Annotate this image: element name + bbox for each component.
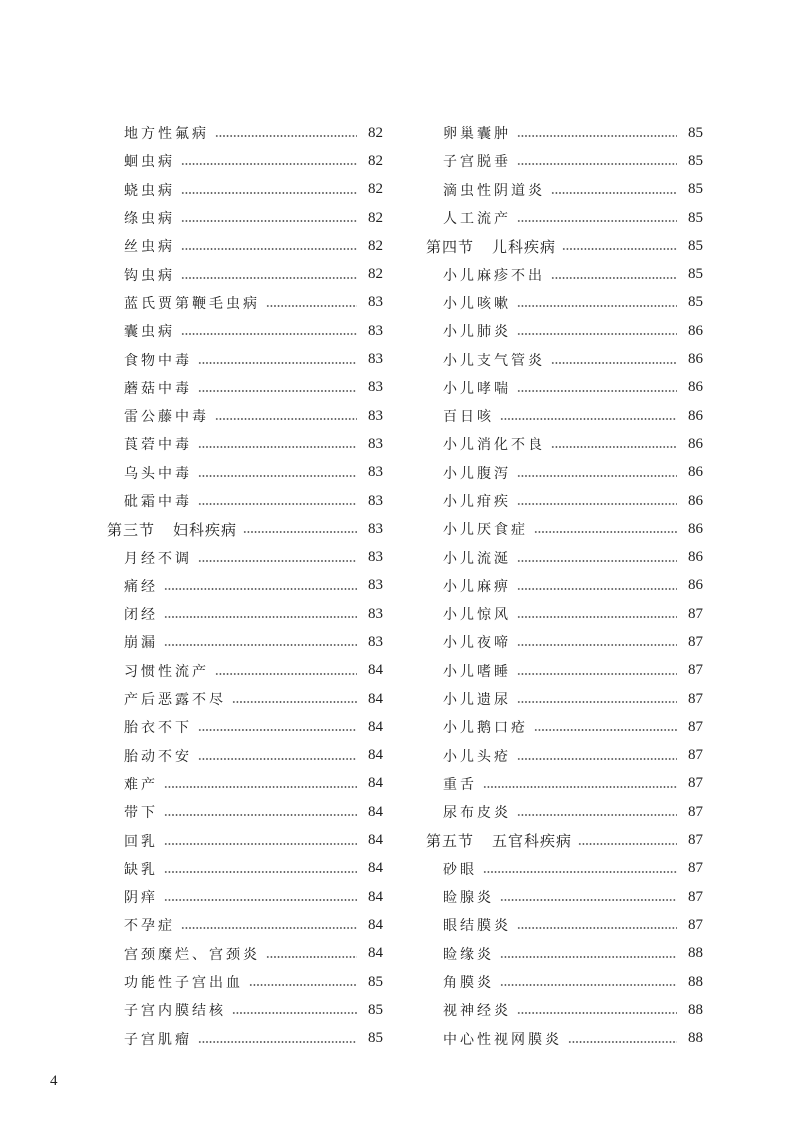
entry-title: 地方性氟病 (124, 126, 209, 143)
dot-leader (266, 954, 357, 960)
toc-entry (107, 487, 383, 515)
entry-page-number: 84 (368, 832, 383, 849)
entry-page-number: 87 (688, 718, 703, 735)
toc-entry (107, 232, 383, 260)
entry-page-number: 86 (688, 577, 703, 594)
dot-leader (198, 388, 357, 394)
entry-title: 绦虫病 (124, 211, 175, 228)
entry-title: 小儿厌食症 (443, 522, 528, 539)
entry-title: 乌头中毒 (124, 465, 192, 482)
dot-leader (500, 416, 677, 422)
entry-page-number: 88 (688, 945, 703, 962)
entry-page-number: 85 (688, 124, 703, 141)
entry-title: 产后恶露不尽 (124, 692, 226, 709)
entry-title: 蛲虫病 (124, 182, 175, 199)
toc-left-column (107, 119, 383, 1053)
entry-title: 睑腺炎 (443, 890, 494, 907)
entry-title: 眼结膜炎 (443, 918, 511, 935)
entry-title: 百日咳 (443, 409, 494, 426)
toc-entry (426, 176, 703, 204)
toc-entry (426, 996, 703, 1024)
toc-entry (426, 260, 703, 288)
entry-page-number: 84 (368, 860, 383, 877)
entry-page-number: 82 (368, 181, 383, 198)
entry-title: 回乳 (124, 833, 158, 850)
entry-page-number: 84 (368, 775, 383, 792)
dot-leader (164, 586, 357, 592)
dot-leader (164, 642, 357, 648)
toc-section-heading (426, 826, 703, 854)
entry-page-number: 85 (688, 266, 703, 283)
toc-entry (426, 600, 703, 628)
dot-leader (181, 925, 357, 931)
entry-title: 人工流产 (443, 211, 511, 228)
dot-leader (517, 671, 677, 677)
dot-leader (483, 869, 677, 875)
dot-leader (517, 642, 677, 648)
toc-entry (107, 798, 383, 826)
entry-title: 子宫肌瘤 (124, 1031, 192, 1048)
dot-leader (164, 869, 357, 875)
entry-page-number: 87 (688, 860, 703, 877)
dot-leader (198, 360, 357, 366)
entry-page-number: 82 (368, 124, 383, 141)
entry-page-number: 86 (688, 351, 703, 368)
entry-title: 小儿嗜睡 (443, 663, 511, 680)
entry-title: 莨菪中毒 (124, 437, 192, 454)
entry-title: 功能性子宫出血 (124, 975, 243, 992)
toc-entry (107, 855, 383, 883)
dot-leader (215, 416, 357, 422)
toc-entry (426, 430, 703, 458)
entry-page-number: 83 (368, 520, 383, 537)
entry-title: 小儿麻痹 (443, 578, 511, 595)
toc-entry (426, 911, 703, 939)
entry-page-number: 82 (368, 266, 383, 283)
entry-page-number: 87 (688, 662, 703, 679)
entry-title: 砂眼 (443, 861, 477, 878)
entry-page-number: 83 (368, 407, 383, 424)
entry-page-number: 87 (688, 605, 703, 622)
toc-entry (107, 600, 383, 628)
entry-page-number: 86 (688, 435, 703, 452)
entry-title: 缺乳 (124, 861, 158, 878)
entry-title: 囊虫病 (124, 324, 175, 341)
entry-page-number: 84 (368, 662, 383, 679)
dot-leader (500, 897, 677, 903)
entry-title: 丝虫病 (124, 239, 175, 256)
entry-title: 小儿头疮 (443, 748, 511, 765)
entry-title: 小儿流涎 (443, 550, 511, 567)
toc-entry (107, 430, 383, 458)
dot-leader (517, 473, 677, 479)
dot-leader (517, 161, 677, 167)
dot-leader (164, 784, 357, 790)
entry-title: 小儿遗尿 (443, 692, 511, 709)
entry-title: 闭经 (124, 607, 158, 624)
toc-entry (426, 968, 703, 996)
entry-page-number: 86 (688, 520, 703, 537)
dot-leader (551, 444, 677, 450)
dot-leader (198, 756, 357, 762)
entry-page-number: 85 (688, 209, 703, 226)
entry-title: 中心性视网膜炎 (443, 1031, 562, 1048)
dot-leader (198, 473, 357, 479)
entry-page-number: 87 (688, 633, 703, 650)
toc-entry (107, 204, 383, 232)
dot-leader (534, 529, 677, 535)
entry-page-number: 86 (688, 407, 703, 424)
page-number: 4 (50, 1073, 58, 1089)
toc-entry (426, 855, 703, 883)
entry-page-number: 82 (368, 152, 383, 169)
dot-leader (198, 558, 357, 564)
dot-leader (517, 303, 677, 309)
toc-entry (107, 883, 383, 911)
entry-page-number: 87 (688, 916, 703, 933)
dot-leader (517, 925, 677, 931)
toc-entry (426, 628, 703, 656)
toc-entry (426, 204, 703, 232)
toc-entry (107, 940, 383, 968)
dot-leader (243, 529, 357, 535)
dot-leader (517, 388, 677, 394)
toc-entry (107, 402, 383, 430)
entry-page-number: 85 (368, 1001, 383, 1018)
section-number: 第五节 (426, 832, 475, 851)
toc-entry (426, 345, 703, 373)
toc-section-heading (107, 515, 383, 543)
section-number: 第四节 (426, 237, 475, 256)
dot-leader (517, 218, 677, 224)
dot-leader (551, 190, 677, 196)
toc-entry (426, 119, 703, 147)
toc-entry (107, 147, 383, 175)
entry-title: 痛经 (124, 578, 158, 595)
entry-page-number: 83 (368, 294, 383, 311)
dot-leader (198, 727, 357, 733)
entry-title: 小儿夜啼 (443, 635, 511, 652)
entry-page-number: 83 (368, 633, 383, 650)
dot-leader (517, 586, 677, 592)
entry-title: 小儿消化不良 (443, 437, 545, 454)
dot-leader (517, 1010, 677, 1016)
entry-title: 钩虫病 (124, 267, 175, 284)
dot-leader (215, 671, 357, 677)
dot-leader (517, 699, 677, 705)
section-title: 妇科疾病 (173, 520, 238, 539)
dot-leader (232, 699, 357, 705)
toc-right-column (426, 119, 703, 1053)
entry-page-number: 82 (368, 237, 383, 254)
entry-page-number: 83 (368, 379, 383, 396)
entry-title: 胎衣不下 (124, 720, 192, 737)
entry-page-number: 86 (688, 492, 703, 509)
dot-leader (164, 897, 357, 903)
toc-entry (426, 1025, 703, 1053)
toc-entry (107, 685, 383, 713)
toc-entry (107, 260, 383, 288)
toc-entry (426, 798, 703, 826)
dot-leader (578, 841, 677, 847)
entry-page-number: 87 (688, 803, 703, 820)
dot-leader (517, 501, 677, 507)
entry-page-number: 87 (688, 888, 703, 905)
toc-entry (426, 487, 703, 515)
entry-page-number: 83 (368, 492, 383, 509)
toc-entry (107, 742, 383, 770)
dot-leader (198, 1039, 357, 1045)
entry-page-number: 86 (688, 322, 703, 339)
entry-title: 小儿咳嗽 (443, 295, 511, 312)
toc-entry (107, 996, 383, 1024)
entry-title: 尿布皮炎 (443, 805, 511, 822)
entry-page-number: 85 (368, 1030, 383, 1047)
toc-entry (107, 543, 383, 571)
dot-leader (517, 558, 677, 564)
dot-leader (500, 982, 677, 988)
entry-title: 食物中毒 (124, 352, 192, 369)
entry-title: 重舌 (443, 776, 477, 793)
section-number: 第三节 (107, 520, 156, 539)
entry-page-number: 84 (368, 888, 383, 905)
entry-page-number: 85 (688, 237, 703, 254)
entry-title: 蘑菇中毒 (124, 380, 192, 397)
toc-entry (426, 147, 703, 175)
dot-leader (181, 246, 357, 252)
entry-page-number: 87 (688, 747, 703, 764)
toc-entry (107, 176, 383, 204)
entry-title: 蛔虫病 (124, 154, 175, 171)
entry-title: 宫颈糜烂、宫颈炎 (124, 946, 260, 963)
entry-page-number: 85 (688, 181, 703, 198)
entry-title: 小儿鹅口疮 (443, 720, 528, 737)
toc-entry (426, 940, 703, 968)
entry-title: 睑缘炎 (443, 946, 494, 963)
toc-entry (426, 402, 703, 430)
dot-leader (164, 812, 357, 818)
toc-entry (426, 459, 703, 487)
entry-title: 月经不调 (124, 550, 192, 567)
section-title: 五官科疾病 (492, 832, 573, 851)
toc-entry (107, 968, 383, 996)
entry-page-number: 88 (688, 1001, 703, 1018)
entry-page-number: 84 (368, 718, 383, 735)
entry-page-number: 84 (368, 945, 383, 962)
entry-page-number: 88 (688, 1030, 703, 1047)
toc-entry (107, 119, 383, 147)
entry-page-number: 85 (688, 294, 703, 311)
entry-page-number: 83 (368, 605, 383, 622)
toc-entry (107, 459, 383, 487)
entry-page-number: 87 (688, 832, 703, 849)
dot-leader (181, 275, 357, 281)
entry-title: 小儿疳疾 (443, 494, 511, 510)
toc-entry (426, 685, 703, 713)
entry-title: 小儿麻疹不出 (443, 267, 545, 284)
dot-leader (517, 614, 677, 620)
entry-page-number: 85 (688, 152, 703, 169)
entry-title: 子宫内膜结核 (124, 1003, 226, 1020)
entry-page-number: 83 (368, 549, 383, 566)
dot-leader (181, 218, 357, 224)
entry-page-number: 84 (368, 916, 383, 933)
dot-leader (517, 756, 677, 762)
dot-leader (181, 161, 357, 167)
toc-entry (426, 543, 703, 571)
dot-leader (232, 1010, 357, 1016)
entry-title: 小儿肺炎 (443, 324, 511, 341)
dot-leader (164, 841, 357, 847)
entry-page-number: 83 (368, 435, 383, 452)
toc-entry (426, 515, 703, 543)
entry-title: 习惯性流产 (124, 663, 209, 680)
entry-title: 难产 (124, 776, 158, 793)
toc-entry (426, 374, 703, 402)
dot-leader (164, 614, 357, 620)
dot-leader (517, 133, 677, 139)
entry-page-number: 82 (368, 209, 383, 226)
toc-entry (107, 1025, 383, 1053)
entry-title: 角膜炎 (443, 975, 494, 992)
toc-entry (107, 713, 383, 741)
toc-entry (107, 317, 383, 345)
entry-title: 阴痒 (124, 890, 158, 907)
entry-page-number: 83 (368, 464, 383, 481)
toc-entry (107, 374, 383, 402)
entry-page-number: 84 (368, 690, 383, 707)
dot-leader (249, 982, 357, 988)
toc-entry (426, 742, 703, 770)
toc-entry (426, 572, 703, 600)
toc-section-heading (426, 232, 703, 260)
dot-leader (500, 954, 677, 960)
toc-entry (426, 317, 703, 345)
entry-page-number: 87 (688, 775, 703, 792)
dot-leader (551, 360, 677, 366)
toc-entry (107, 911, 383, 939)
entry-page-number: 83 (368, 577, 383, 594)
entry-page-number: 87 (688, 690, 703, 707)
dot-leader (198, 501, 357, 507)
entry-page-number: 85 (368, 973, 383, 990)
entry-page-number: 84 (368, 747, 383, 764)
entry-title: 子宫脱垂 (443, 154, 511, 171)
toc-entry (107, 289, 383, 317)
dot-leader (568, 1039, 677, 1045)
entry-title: 不孕症 (124, 918, 175, 935)
entry-title: 崩漏 (124, 635, 158, 652)
entry-title: 滴虫性阴道炎 (443, 182, 545, 199)
entry-title: 砒霜中毒 (124, 494, 192, 510)
section-title: 儿科疾病 (492, 237, 557, 256)
entry-page-number: 84 (368, 803, 383, 820)
dot-leader (266, 303, 357, 309)
entry-title: 蓝氏贾第鞭毛虫病 (124, 295, 260, 312)
entry-title: 小儿惊风 (443, 607, 511, 624)
entry-title: 带下 (124, 805, 158, 822)
dot-leader (215, 133, 357, 139)
toc-entry (426, 657, 703, 685)
toc-entry (107, 770, 383, 798)
entry-title: 小儿腹泻 (443, 465, 511, 482)
toc-entry (107, 826, 383, 854)
dot-leader (562, 246, 677, 252)
toc-entry (426, 883, 703, 911)
entry-title: 卵巢囊肿 (443, 126, 511, 143)
entry-page-number: 86 (688, 464, 703, 481)
dot-leader (534, 727, 677, 733)
dot-leader (483, 784, 677, 790)
toc-entry (426, 713, 703, 741)
toc-entry (107, 657, 383, 685)
dot-leader (181, 331, 357, 337)
dot-leader (517, 812, 677, 818)
entry-title: 视神经炎 (443, 1003, 511, 1020)
toc-entry (107, 345, 383, 373)
entry-page-number: 86 (688, 379, 703, 396)
dot-leader (551, 275, 677, 281)
toc-entry (107, 572, 383, 600)
entry-title: 雷公藤中毒 (124, 409, 209, 426)
dot-leader (517, 331, 677, 337)
entry-page-number: 83 (368, 351, 383, 368)
toc-entry (426, 770, 703, 798)
entry-page-number: 86 (688, 549, 703, 566)
entry-page-number: 83 (368, 322, 383, 339)
entry-title: 小儿哮喘 (443, 380, 511, 397)
dot-leader (181, 190, 357, 196)
toc-entry (426, 289, 703, 317)
entry-title: 胎动不安 (124, 748, 192, 765)
dot-leader (198, 444, 357, 450)
entry-page-number: 88 (688, 973, 703, 990)
toc-entry (107, 628, 383, 656)
entry-title: 小儿支气管炎 (443, 352, 545, 369)
